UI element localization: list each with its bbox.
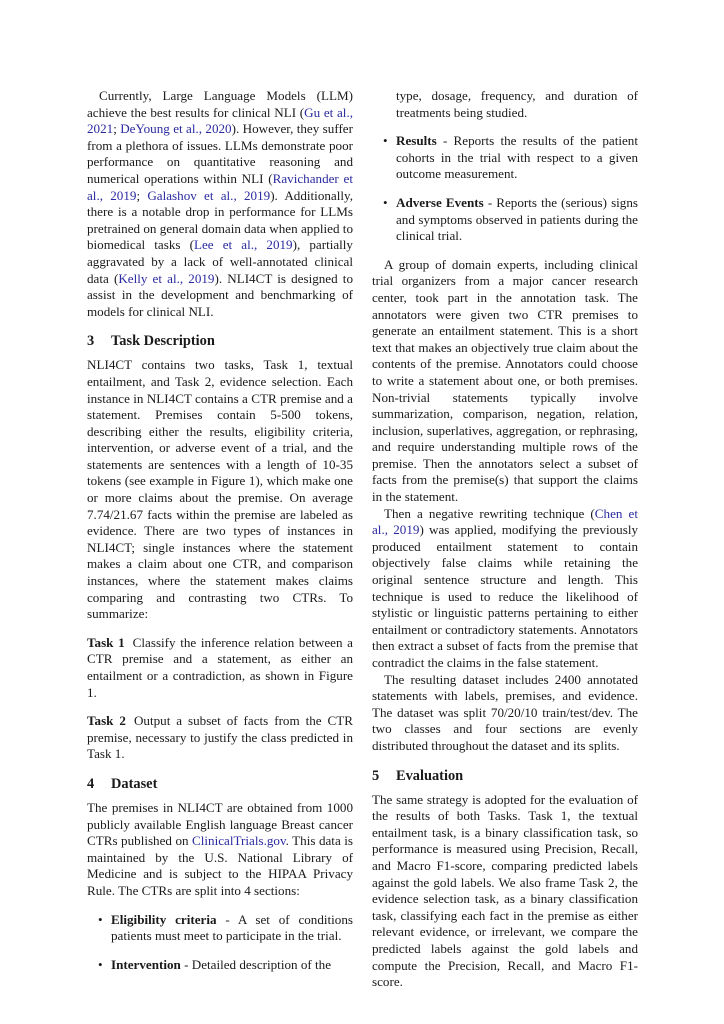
text-run: The same strategy is adopted for the evaluation of the results of both Tasks. Task 1, the textual entailment task, is a binary classification task, so performance is measured using Precision, Recall, and Macro F1-score, comparing predicted labels against the gold labels. We also frame Task 2, the evidence selection task, as a binary classification task, classifying each fact in the premise as either relevant evidence, or irrelevant, we compare the predicted labels against the gold labels and compute the Precision, Recall, and Macro F1-score.: [372, 791, 638, 990]
dataset-paragraph: [87, 800, 353, 900]
section-number: 3: [87, 333, 95, 350]
bullet-icon: •: [98, 956, 103, 972]
bullet-continuation: type, dosage, frequency, and duration of treatments being studied.: [396, 88, 638, 120]
task-2-text: Output a subset of facts from the CTR premise, necessary to justify the class predicted in Task 1.: [87, 713, 353, 762]
section-5-heading: [372, 767, 638, 785]
dataset-summary-paragraph: [372, 672, 638, 755]
item-term: Adverse Events: [396, 194, 484, 210]
citation-link[interactable]: Lee et al., 2019: [193, 237, 293, 253]
item-text: - A set of conditions patients must meet to participate in the trial.: [111, 911, 354, 944]
section-title: Dataset: [111, 775, 158, 792]
text-run: ). NLI4CT is designed to assist in the development and benchmarking of models for clinical NLI.: [87, 270, 353, 319]
citation-link[interactable]: Ravichander et al., 2019: [87, 170, 354, 203]
text-run: . This data is maintained by the U.S. National Library of Medicine and is subject to the HIPAA Privacy Rule. The CTRs are split into 4 sections:: [87, 833, 353, 898]
intro-paragraph: [87, 88, 353, 320]
item-term: Results: [396, 133, 437, 149]
task-1-label: Task 1: [87, 634, 125, 650]
item-text: - Reports the (serious) signs and symptoms observed in patients during the clinical trial.: [396, 194, 638, 244]
list-item: [87, 957, 353, 974]
citation-link[interactable]: Galashov et al., 2019: [147, 187, 271, 203]
text-run: ). However, they suffer from a plethora of issues. LLMs demonstrate poor performance on quantitative reasoning and numerical operations within NLI (: [87, 121, 353, 186]
section-4-heading: [87, 775, 353, 793]
section-title: Evaluation: [396, 767, 464, 784]
bullet-icon: •: [383, 194, 388, 210]
left-column: [87, 88, 353, 973]
text-run: ), partially aggravated by a lack of well-annotated clinical data (: [87, 237, 353, 286]
task-2-label: Task 2: [87, 713, 126, 729]
text-run: NLI4CT contains two tasks, Task 1, textual entailment, and Task 2, evidence selection. Each instance in NLI4CT contains a CTR premise and a statement. Premises contain 5-500 tokens, describing either the results, eligibility criteria, intervention, or adverse event of a trial, and the statements are sentences with a length of 10-35 tokens (see example in Figure 1), which make one or more claims about the premise. On average 7.74/21.67 facts within the premise are labeled as evidence. There are two types of instances in NLI4CT; single instances where the statement makes a claim about one CTR, and comparison instances, where the statement makes claims comparing and contrasting two CTRs. To summarize:: [87, 357, 353, 622]
item-text: - Reports the results of the patient cohorts in the trial with respect to a given outcome measurement.: [396, 133, 638, 182]
citation-link[interactable]: ClinicalTrials.gov: [192, 833, 286, 849]
annotation-paragraph: [372, 257, 638, 506]
citation-link[interactable]: Gu et al., 2021: [87, 104, 353, 137]
citation-link[interactable]: Kelly et al., 2019: [118, 270, 215, 286]
task-1-text: Classify the inference relation between a CTR premise and a statement, as either an entailment or a contradiction, as shown in Figure 1.: [87, 634, 353, 700]
section-list-cont: [372, 133, 638, 245]
task-2-paragraph: [87, 713, 353, 763]
list-item: [87, 912, 353, 945]
text-run: The premises in NLI4CT are obtained from 1000 publicly available English language Breast cancer CTRs published on: [87, 799, 353, 849]
item-term: Intervention: [111, 956, 181, 972]
citation-link[interactable]: DeYoung et al., 2020: [120, 121, 232, 137]
item-text: - Detailed description of the: [180, 956, 332, 972]
task-1-paragraph: [87, 635, 353, 701]
list-item: [372, 133, 638, 183]
text-run: The resulting dataset includes 2400 annotated statements with labels, premises, and evidence. The dataset was split 70/20/10 train/test/dev. The two classes and four sections are evenly distributed throughout the dataset and its splits.: [372, 671, 638, 753]
item-term: Eligibility criteria: [111, 911, 217, 927]
list-item: [372, 195, 638, 245]
bullet-icon: •: [98, 911, 103, 927]
section-number: 5: [372, 767, 380, 784]
text-run: Then a negative rewriting technique (: [384, 505, 595, 521]
text-run: Currently, Large Language Models (LLM) achieve the best results for clinical NLI (: [87, 88, 353, 120]
negative-rewriting-paragraph: [372, 506, 638, 672]
text-run: ). Additionally, there is a notable drop in performance for LLMs pretrained on general domain data when applied to biomedical tasks (: [87, 187, 353, 253]
text-run: ;: [113, 121, 121, 137]
text-run: ;: [136, 187, 148, 203]
section-list: [87, 912, 353, 974]
citation-link[interactable]: Chen et al., 2019: [372, 505, 638, 538]
section-title: Task Description: [111, 333, 215, 350]
text-run: ) was applied, modifying the previously produced entailment statement to contain objectively false claims while retaining the original sentence structure and length. This technique is used to reduce the likelihood of stylistic or linguistic patterns pertaining to either entailment or contradictory statements. Annotators then extract a subset of facts from the premise that contradict the claims in the false statement.: [372, 522, 639, 670]
task-description-paragraph: [87, 357, 353, 623]
section-number: 4: [87, 775, 95, 792]
text-run: A group of domain experts, including clinical trial organizers from a major cancer research center, took part in the annotation task. The annotators were given two CTR premises to generate an entailment statement. This is a short text that makes an objectively true claim about the contents of the premise. Annotators could choose to write a statement about one, or both premises. Non-trivial statements typically involve summarization, comparison, negation, relation, inclusion, superlatives, aggregation, or rephrasing, and require understanding multiple rows of the premise. Then the annotators select a subset of facts from the premise(s) that support the claims in the statement.: [372, 256, 638, 505]
bullet-icon: •: [383, 133, 388, 149]
evaluation-paragraph: [372, 792, 638, 991]
section-3-heading: [87, 332, 353, 350]
right-column: [372, 88, 638, 991]
